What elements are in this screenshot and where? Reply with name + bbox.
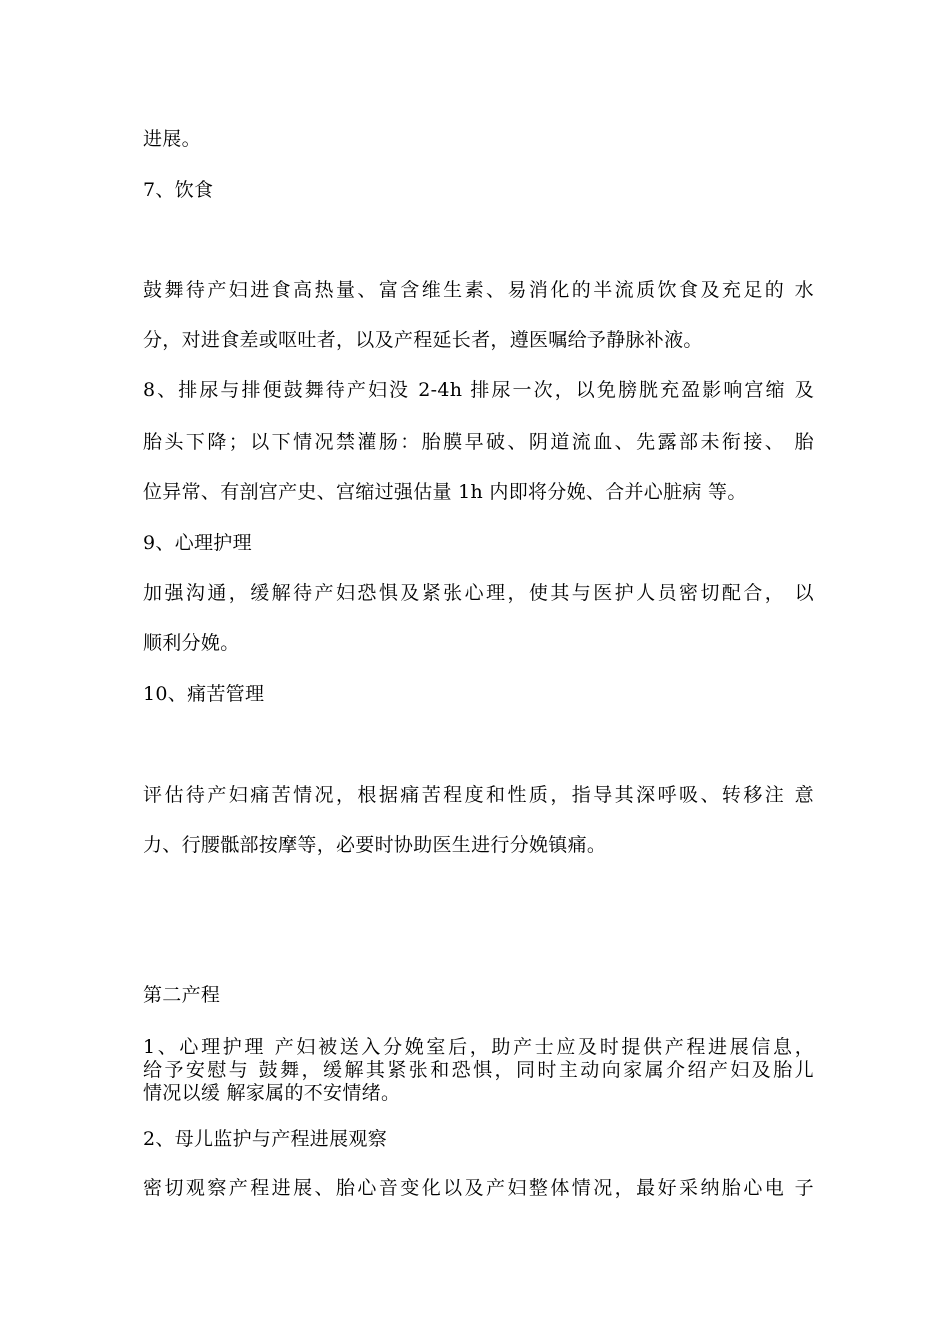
text-line: 密切观察产程进展、胎心音变化以及产妇整体情况，最好采纳胎心电 子 xyxy=(143,1177,814,1199)
text-line: 分，对进食差或呕吐者，以及产程延长者，遵医嘱给予静脉补液。 xyxy=(143,329,703,351)
text-line: 顺利分娩。 xyxy=(143,632,240,654)
text-line: 胎头下降；以下情况禁灌肠：胎膜早破、阴道流血、先露部未衔接、 胎 xyxy=(143,431,814,453)
text-line: 情况以缓 解家属的不安情绪。 xyxy=(143,1082,401,1104)
text-line: 1、心理护理 产妇被送入分娩室后，助产士应及时提供产程进展信息， xyxy=(143,1036,814,1058)
text-line: 评估待产妇痛苦情况，根据痛苦程度和性质，指导其深呼吸、转移注 意 xyxy=(143,784,814,806)
text-line: 进展。 xyxy=(143,128,201,150)
text-line: 给予安慰与 鼓舞，缓解其紧张和恐惧，同时主动向家属介绍产妇及胎儿 xyxy=(143,1059,814,1081)
text-line: 位异常、有剖宫产史、宫缩过强估量 1h 内即将分娩、合并心脏病 等。 xyxy=(143,481,747,503)
section-heading-psychology: 9、心理护理 xyxy=(143,532,252,554)
text-line: 鼓舞待产妇进食高热量、富含维生素、易消化的半流质饮食及充足的 水 xyxy=(143,279,814,301)
section-heading-second-stage: 第二产程 xyxy=(143,984,221,1006)
text-line: 加强沟通，缓解待产妇恐惧及紧张心理，使其与医护人员密切配合， 以 xyxy=(143,582,814,604)
section-heading-diet: 7、饮食 xyxy=(143,179,214,201)
section-heading-monitoring: 2、母儿监护与产程进展观察 xyxy=(143,1128,387,1150)
section-heading-urination: 8、排尿与排便鼓舞待产妇没 2-4h 排尿一次，以免膀胱充盈影响宫缩 及 xyxy=(143,379,814,401)
section-heading-pain: 10、痛苦管理 xyxy=(143,683,265,705)
text-line: 力、行腰骶部按摩等，必要时协助医生进行分娩镇痛。 xyxy=(143,834,607,856)
